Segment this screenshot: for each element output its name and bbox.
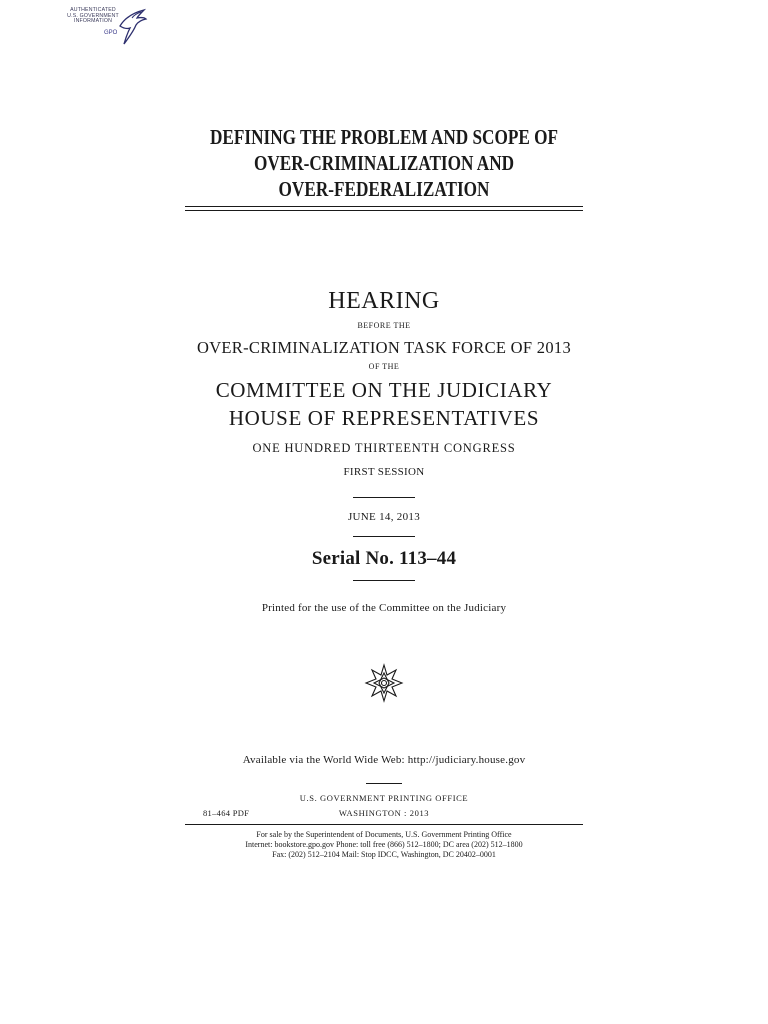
- printed-for-note: Printed for the use of the Committee on the Judiciary: [261, 602, 507, 614]
- logo-line-information: INFORMATION: [73, 18, 113, 25]
- printing-office: U.S. GOVERNMENT PRINTING OFFICE: [299, 793, 469, 803]
- sale-line-1: For sale by the Superintendent of Documents, U.S. Government Printing Office: [256, 830, 512, 839]
- sale-information: [0, 830, 768, 860]
- pdf-identifier: 81–464 PDF: [203, 808, 250, 818]
- title-rule-bottom: [185, 210, 583, 211]
- logo-line-authenticated: AUTHENTICATED: [70, 7, 116, 13]
- eagle-icon: [112, 6, 148, 48]
- before-the-label: BEFORE THE: [357, 321, 411, 330]
- session-label: FIRST SESSION: [343, 466, 425, 478]
- document-title: [77, 124, 691, 202]
- gpo-authentication-logo: [62, 6, 148, 48]
- sale-line-3: Fax: (202) 512–2104 Mail: Stop IDCC, Washington, DC 20402–0001: [272, 850, 496, 859]
- serial-rule: [353, 580, 415, 581]
- web-rule: [366, 783, 402, 784]
- logo-line-government: U.S. GOVERNMENT: [67, 12, 119, 19]
- hearing-date: JUNE 14, 2013: [347, 511, 421, 523]
- title-line-2: OVER-CRIMINALIZATION AND: [253, 151, 515, 175]
- date-rule: [353, 536, 415, 537]
- serial-number: Serial No. 113–44: [311, 548, 457, 569]
- logo-gpo-tag: GPO: [104, 30, 118, 36]
- title-line-3: OVER-FEDERALIZATION: [278, 177, 490, 201]
- title-rule-top: [185, 206, 583, 207]
- of-the-label: OF THE: [368, 362, 400, 371]
- committee-name: COMMITTEE ON THE JUDICIARY: [215, 378, 553, 402]
- congress-label: ONE HUNDRED THIRTEENTH CONGRESS: [252, 441, 516, 455]
- web-availability: Available via the World Wide Web: http://judiciary.house.gov: [242, 754, 526, 766]
- house-name: HOUSE OF REPRESENTATIVES: [228, 406, 540, 430]
- star-seal-icon: [363, 662, 405, 704]
- imprint-rule: [185, 824, 583, 825]
- imprint-location: WASHINGTON : 2013: [338, 808, 430, 818]
- session-rule: [353, 497, 415, 498]
- hearing-heading: HEARING: [328, 288, 440, 314]
- task-force-name: OVER-CRIMINALIZATION TASK FORCE OF 2013: [197, 338, 571, 357]
- sale-line-2: Internet: bookstore.gpo.gov Phone: toll free (866) 512–1800; DC area (202) 512–1800: [245, 840, 523, 849]
- title-line-1: DEFINING THE PROBLEM AND SCOPE OF: [209, 125, 559, 149]
